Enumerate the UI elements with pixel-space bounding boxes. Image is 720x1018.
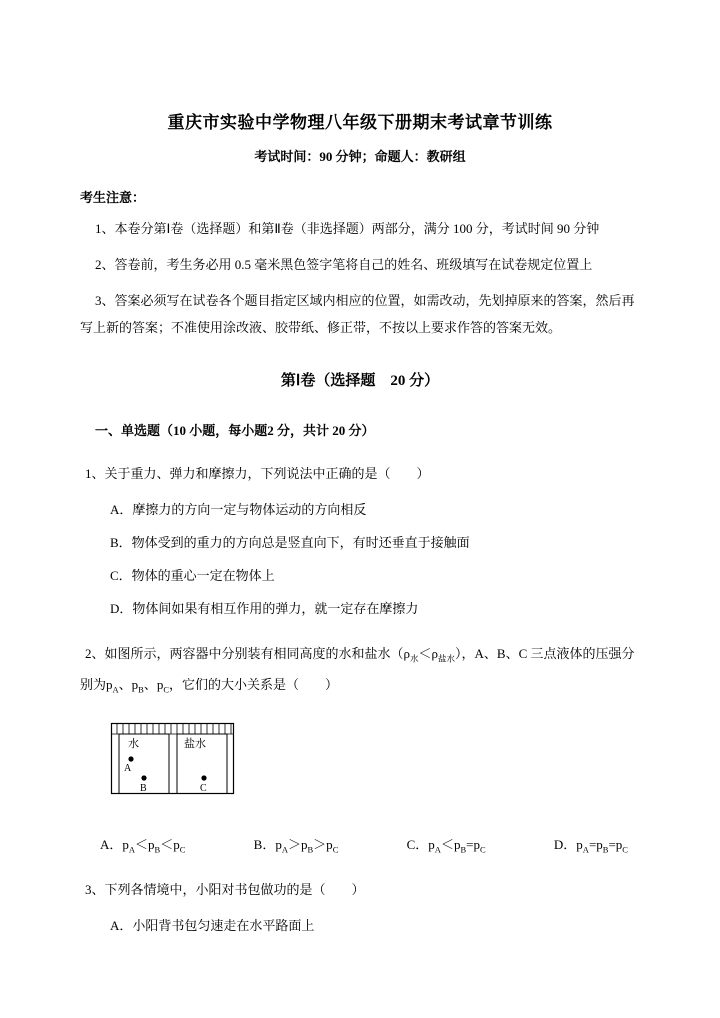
doc-body: [0, 187, 720, 936]
hatch-lines: [117, 724, 231, 734]
point-a-dot: [128, 757, 133, 762]
water-label: 水: [128, 738, 139, 751]
containers-diagram: [110, 722, 236, 796]
q1-option-d: D．物体间如果有相互作用的弹力，就一定存在摩擦力: [110, 601, 419, 616]
saltwater-label: 盐水: [184, 738, 206, 751]
q2-option-b: B．$p_A>p_B>p_C$: [253, 837, 339, 855]
q1-option-a: A．摩擦力的方向一定与物体运动的方向相反: [110, 502, 367, 517]
q3-stem: 3、下列各情境中，小阳对书包做功的是（ ）: [85, 881, 365, 897]
point-a-label: A: [124, 763, 132, 775]
subsection-title: 一、单选题（10 小题，每小题2 分，共计 20 分）: [95, 423, 375, 438]
q2-stem: 2、如图所示，两容器中分别装有相同高度的水和盐水$(\rho_水<\rho_{盐水})$，A、B、C 三点液体的压强分别为$p_A$、$p_B$、$p_C$，它们的大小关系是（ ）: [80, 646, 635, 695]
doc-title: 重庆市实验中学物理八年级下册期末考试章节训练: [167, 113, 553, 132]
point-b-label: B: [140, 783, 147, 795]
section-title: 第Ⅰ卷（选择题 20 分）: [280, 373, 440, 389]
point-c-dot: [201, 776, 206, 781]
point-c-label: C: [200, 783, 207, 795]
notice-item-3: 3、答案必须写在试卷各个题目指定区域内相应的位置，如需改动，先划掉原来的答案，然后再写上新的答案；不准使用涂改液、胶带纸、修正带，不按以上要求作答的答案无效。: [80, 293, 635, 335]
q2-option-c: C．$p_A<p_B=p_C$: [406, 837, 486, 855]
q2-figure: [110, 722, 640, 800]
notice-heading: 考生注意：: [80, 190, 146, 205]
doc-subtitle: 考试时间：90 分钟；命题人：教研组: [254, 149, 466, 164]
q2-option-d: D．$p_A=p_B=p_C$: [553, 837, 628, 855]
q3-option-a: A．小阳背书包匀速走在水平路面上: [110, 917, 315, 933]
q1-option-b: B．物体受到的重力的方向总是竖直向下，有时还垂直于接触面: [110, 535, 470, 550]
q1-option-c: C．物体的重心一定在物体上: [110, 568, 275, 583]
point-b-dot: [141, 776, 146, 781]
q2-choices: [80, 834, 640, 855]
q2-option-a: A．$p_A<p_B<p_C$: [100, 837, 186, 855]
notice-item-2: 2、答卷前，考生务必用 0.5 毫米黑色签字笔将自己的姓名、班级填写在试卷规定位置上: [95, 257, 593, 272]
q1-stem: 1、关于重力、弹力和摩擦力，下列说法中正确的是（ ）: [85, 466, 430, 481]
notice-item-1: 1、本卷分第Ⅰ卷（选择题）和第Ⅱ卷（非选择题）两部分，满分 100 分，考试时间 90 分钟: [95, 221, 600, 236]
